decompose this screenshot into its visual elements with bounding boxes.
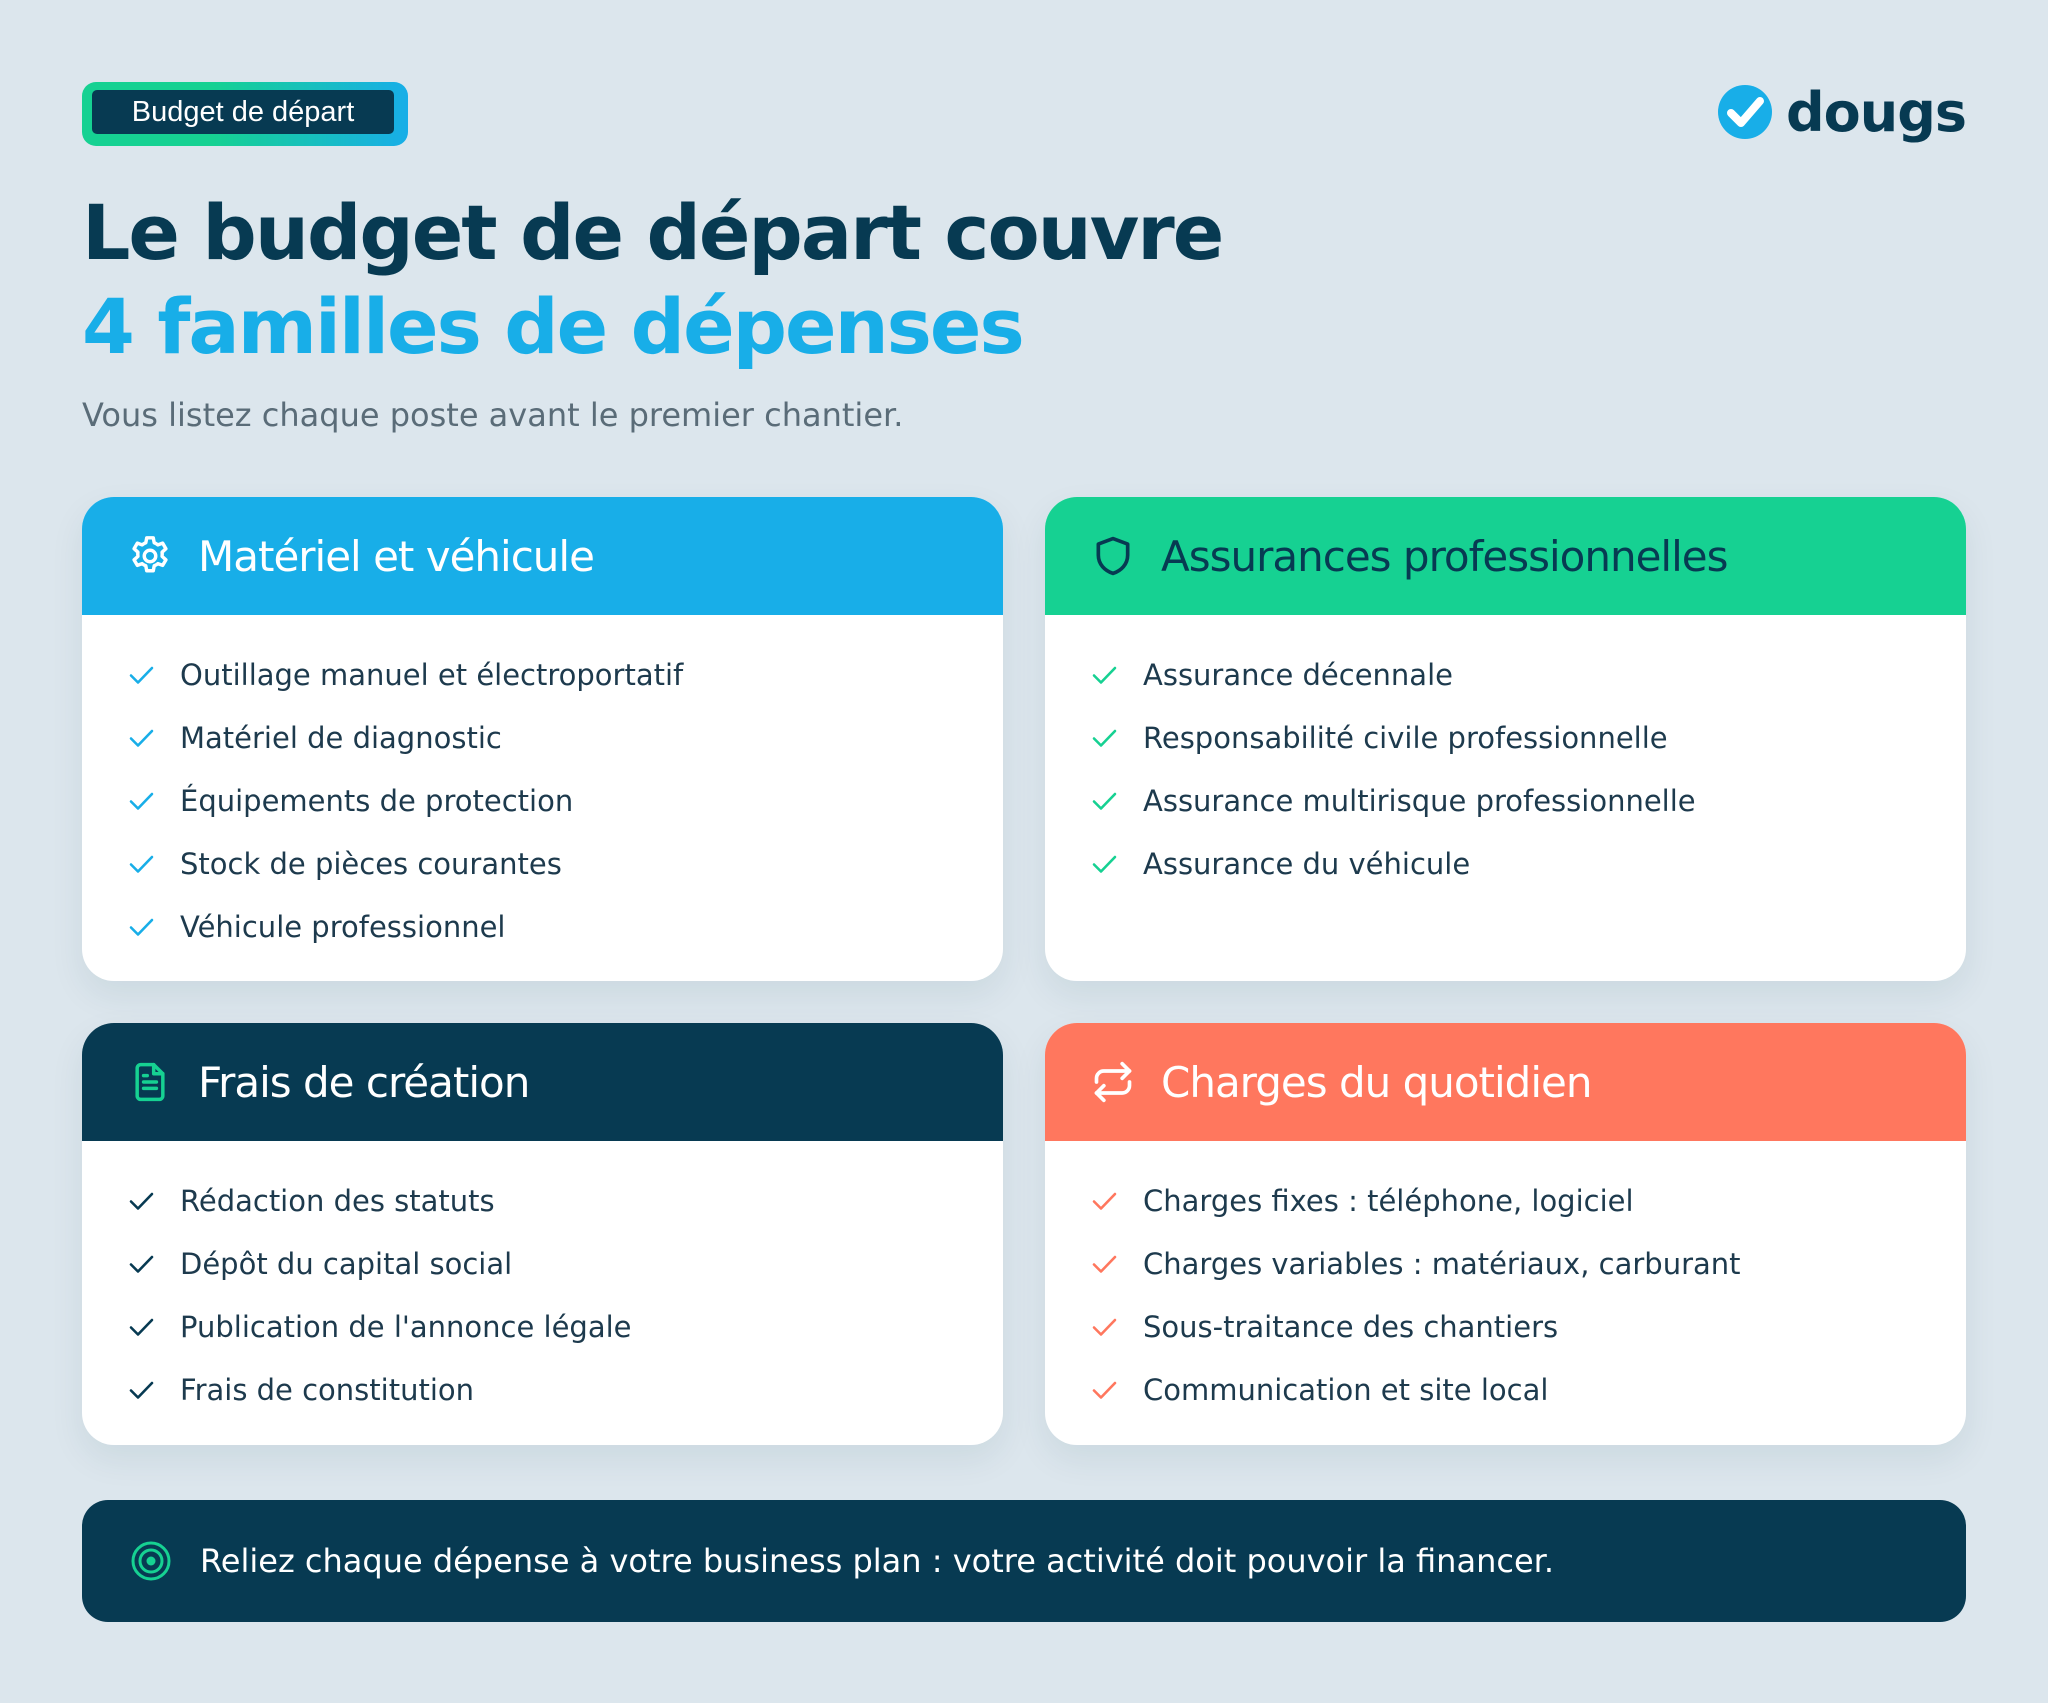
list-item-label: Stock de pièces courantes xyxy=(180,846,562,881)
check-circle-icon xyxy=(1716,83,1774,141)
check-icon xyxy=(126,1375,156,1405)
check-icon xyxy=(1089,1312,1119,1342)
card-header xyxy=(1045,497,1966,615)
check-icon xyxy=(1089,1375,1119,1405)
document-icon xyxy=(126,1058,174,1106)
list-item xyxy=(126,769,1003,832)
list-item xyxy=(126,1358,1003,1421)
card-header xyxy=(82,497,1003,615)
card-list xyxy=(82,615,1003,958)
list-item xyxy=(1089,1358,1966,1421)
card-title: Frais de création xyxy=(198,1057,530,1107)
target-icon xyxy=(130,1540,172,1582)
list-item xyxy=(126,832,1003,895)
list-item-label: Assurance multirisque professionnelle xyxy=(1143,783,1696,818)
list-item xyxy=(126,706,1003,769)
list-item xyxy=(1089,1232,1966,1295)
tag-label: Budget de départ xyxy=(92,90,394,134)
list-item xyxy=(1089,832,1966,895)
footer-text: Reliez chaque dépense à votre business plan : votre activité doit pouvoir la financer. xyxy=(200,1542,1555,1580)
check-icon xyxy=(1089,723,1119,753)
brand-logo xyxy=(1716,76,1966,148)
check-icon xyxy=(126,1186,156,1216)
list-item xyxy=(1089,1169,1966,1232)
card-list xyxy=(1045,1141,1966,1421)
card-assurances xyxy=(1045,497,1966,981)
card-title: Matériel et véhicule xyxy=(198,531,594,581)
page-title xyxy=(82,186,1222,374)
list-item xyxy=(1089,706,1966,769)
list-item-label: Sous-traitance des chantiers xyxy=(1143,1309,1559,1344)
list-item-label: Charges fixes : téléphone, logiciel xyxy=(1143,1183,1634,1218)
list-item-label: Matériel de diagnostic xyxy=(180,720,502,755)
card-list xyxy=(82,1141,1003,1421)
check-icon xyxy=(126,912,156,942)
check-icon xyxy=(1089,1186,1119,1216)
page-subtitle: Vous listez chaque poste avant le premier chantier. xyxy=(82,396,904,434)
list-item xyxy=(126,643,1003,706)
list-item-label: Assurance du véhicule xyxy=(1143,846,1471,881)
list-item xyxy=(126,1169,1003,1232)
footer-banner xyxy=(82,1500,1966,1622)
list-item xyxy=(126,1232,1003,1295)
check-icon xyxy=(126,849,156,879)
list-item xyxy=(1089,1295,1966,1358)
brand-name: dougs xyxy=(1786,80,1966,144)
card-list xyxy=(1045,615,1966,895)
list-item-label: Publication de l'annonce légale xyxy=(180,1309,632,1344)
card-title: Charges du quotidien xyxy=(1161,1057,1592,1107)
list-item-label: Outillage manuel et électroportatif xyxy=(180,657,684,692)
check-icon xyxy=(126,786,156,816)
gear-icon xyxy=(126,532,174,580)
list-item-label: Communication et site local xyxy=(1143,1372,1549,1407)
list-item-label: Charges variables : matériaux, carburant xyxy=(1143,1246,1741,1281)
list-item-label: Rédaction des statuts xyxy=(180,1183,495,1218)
card-title: Assurances professionnelles xyxy=(1161,531,1728,581)
check-icon xyxy=(1089,1249,1119,1279)
check-icon xyxy=(126,1312,156,1342)
repeat-icon xyxy=(1089,1058,1137,1106)
list-item-label: Dépôt du capital social xyxy=(180,1246,513,1281)
list-item-label: Assurance décennale xyxy=(1143,657,1453,692)
card-frais-creation xyxy=(82,1023,1003,1445)
check-icon xyxy=(1089,660,1119,690)
list-item xyxy=(126,1295,1003,1358)
card-header xyxy=(82,1023,1003,1141)
card-materiel-vehicule xyxy=(82,497,1003,981)
check-icon xyxy=(126,723,156,753)
card-header xyxy=(1045,1023,1966,1141)
list-item xyxy=(1089,643,1966,706)
list-item-label: Frais de constitution xyxy=(180,1372,475,1407)
card-charges-quotidien xyxy=(1045,1023,1966,1445)
list-item xyxy=(1089,769,1966,832)
list-item-label: Équipements de protection xyxy=(180,783,574,818)
title-line-1: Le budget de départ couvre xyxy=(82,188,1223,277)
list-item-label: Responsabilité civile professionnelle xyxy=(1143,720,1668,755)
check-icon xyxy=(126,660,156,690)
check-icon xyxy=(1089,849,1119,879)
check-icon xyxy=(126,1249,156,1279)
check-icon xyxy=(1089,786,1119,816)
title-line-2: 4 familles de dépenses xyxy=(82,282,1023,371)
list-item xyxy=(126,895,1003,958)
shield-icon xyxy=(1089,532,1137,580)
list-item-label: Véhicule professionnel xyxy=(180,909,506,944)
section-tag xyxy=(82,82,408,146)
